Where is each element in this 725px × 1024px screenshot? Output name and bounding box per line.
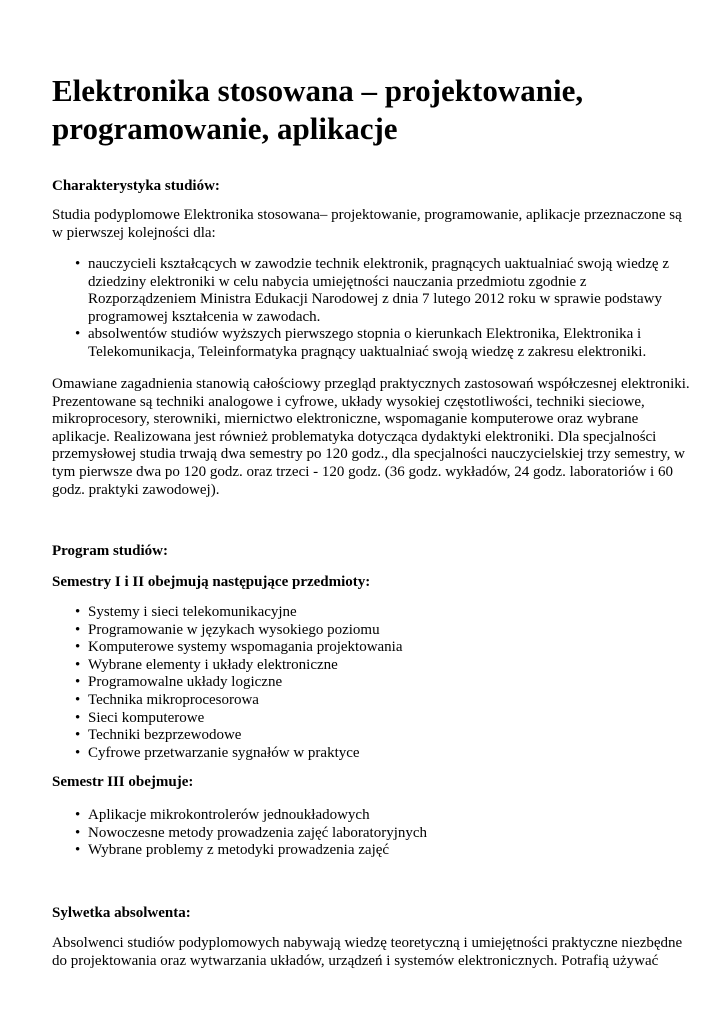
bullet-icon: • [75,807,81,823]
list-item [72,842,692,860]
bullet-icon: • [75,674,81,691]
list-item-text: Programowanie w językach wysokiego poziomu [88,621,380,638]
list-item-text: Komputerowe systemy wspomagania projektowania [88,639,403,656]
bullet-icon: • [75,621,81,638]
bullet-icon: • [75,842,81,859]
bullet-icon: • [75,656,81,673]
program-heading: Program studiów: [52,543,168,559]
list-item-text: nauczycieli kształcących w zawodzie technik elektronik, pragnących uaktualniać swoją wiedzę z dziedziny elektroniki w celu nabycia umiejętności nauczania przedmiotu zgodnie z Rozporządzeniem Ministra Edukacji Narodowej z dnia 7 lutego 2012 roku w sprawie podstawy programowej kształcenia w zawodach. [88,256,669,325]
semesters-1-2-subjects [72,604,692,762]
list-item [72,745,692,763]
bullet-icon: • [75,639,81,656]
bullet-icon: • [75,727,81,744]
list-item [72,604,692,622]
bullet-icon: • [75,604,81,620]
list-item-text: Sieci komputerowe [88,709,205,726]
list-item-text: absolwentów studiów wyższych pierwszego stopnia o kierunkach Elektronika, Elektronika i Telekomunikacja, Teleinformatyka pragnący uaktualniać swoją wiedzę z zakresu elektroniki. [88,326,647,360]
list-item [72,710,692,728]
list-item [72,825,692,843]
semesters-1-2-heading: Semestry I i II obejmują następujące przedmioty: [52,574,371,590]
bullet-icon: • [75,709,81,726]
bullet-icon: • [75,326,81,343]
graduate-heading: Sylwetka absolwenta: [52,905,191,921]
list-item [72,807,692,825]
list-item [72,622,692,640]
list-item-text: Cyfrowe przetwarzanie sygnałów w praktyce [88,744,360,761]
characteristics-intro: Studia podyplomowe Elektronika stosowana– projektowanie, programowanie, aplikacje przeznaczone są w pierwszej kolejności dla: [52,207,682,241]
semester-3-heading: Semestr III obejmuje: [52,774,194,790]
list-item-text: Wybrane problemy z metodyki prowadzenia zajęć [88,842,390,859]
list-item [72,692,692,710]
bullet-icon: • [75,691,81,708]
list-item [72,326,692,361]
list-item-text: Technika mikroprocesorowa [88,691,259,708]
list-item [72,639,692,657]
characteristics-description: Omawiane zagadnienia stanowią całościowy przegląd praktycznych zastosowań współczesnej elektroniki. Prezentowane są techniki analogowe i cyfrowe, układy wysokiej częstotliwości, techniki sieciowe, mikroprocesory, sterowniki, miernictwo elektroniczne, wspomaganie komputerowe oraz wybrane aplikacje. Realizowana jest również problematyka dotycząca dydaktyki elektroniki. Dla specjalności przemysłowej studia trwają dwa semestry po 120 godz., dla specjalności nauczycielskiej trzy semestry, w tym pierwsze dwa po 120 godz. oraz trzeci - 120 godz. (36 godz. wykładów, 24 godz. laboratoriów i 60 godz. praktyki zawodowej). [52,376,690,498]
list-item-text: Techniki bezprzewodowe [88,727,242,744]
list-item-text: Aplikacje mikrokontrolerów jednoukładowych [88,807,370,823]
list-item-text: Systemy i sieci telekomunikacyjne [88,604,297,620]
page-title: Elektronika stosowana – projektowanie, programowanie, aplikacje [52,73,584,146]
bullet-icon: • [75,256,81,272]
list-item [72,727,692,745]
bullet-icon: • [75,744,81,761]
list-item-text: Nowoczesne metody prowadzenia zajęć laboratoryjnych [88,824,428,841]
list-item [72,674,692,692]
graduate-text: Absolwenci studiów podyplomowych nabywają wiedzę teoretyczną i umiejętności praktyczne niezbędne do projektowania oraz wytwarzania układów, urządzeń i systemów elektronicznych. Potrafią używać [52,935,683,969]
audience-list [72,256,692,362]
characteristics-heading: Charakterystyka studiów: [52,178,220,194]
bullet-icon: • [75,824,81,841]
list-item-text: Wybrane elementy i układy elektroniczne [88,656,338,673]
list-item [72,657,692,675]
list-item [72,256,692,326]
list-item-text: Programowalne układy logiczne [88,674,283,691]
semester-3-subjects [72,807,692,860]
